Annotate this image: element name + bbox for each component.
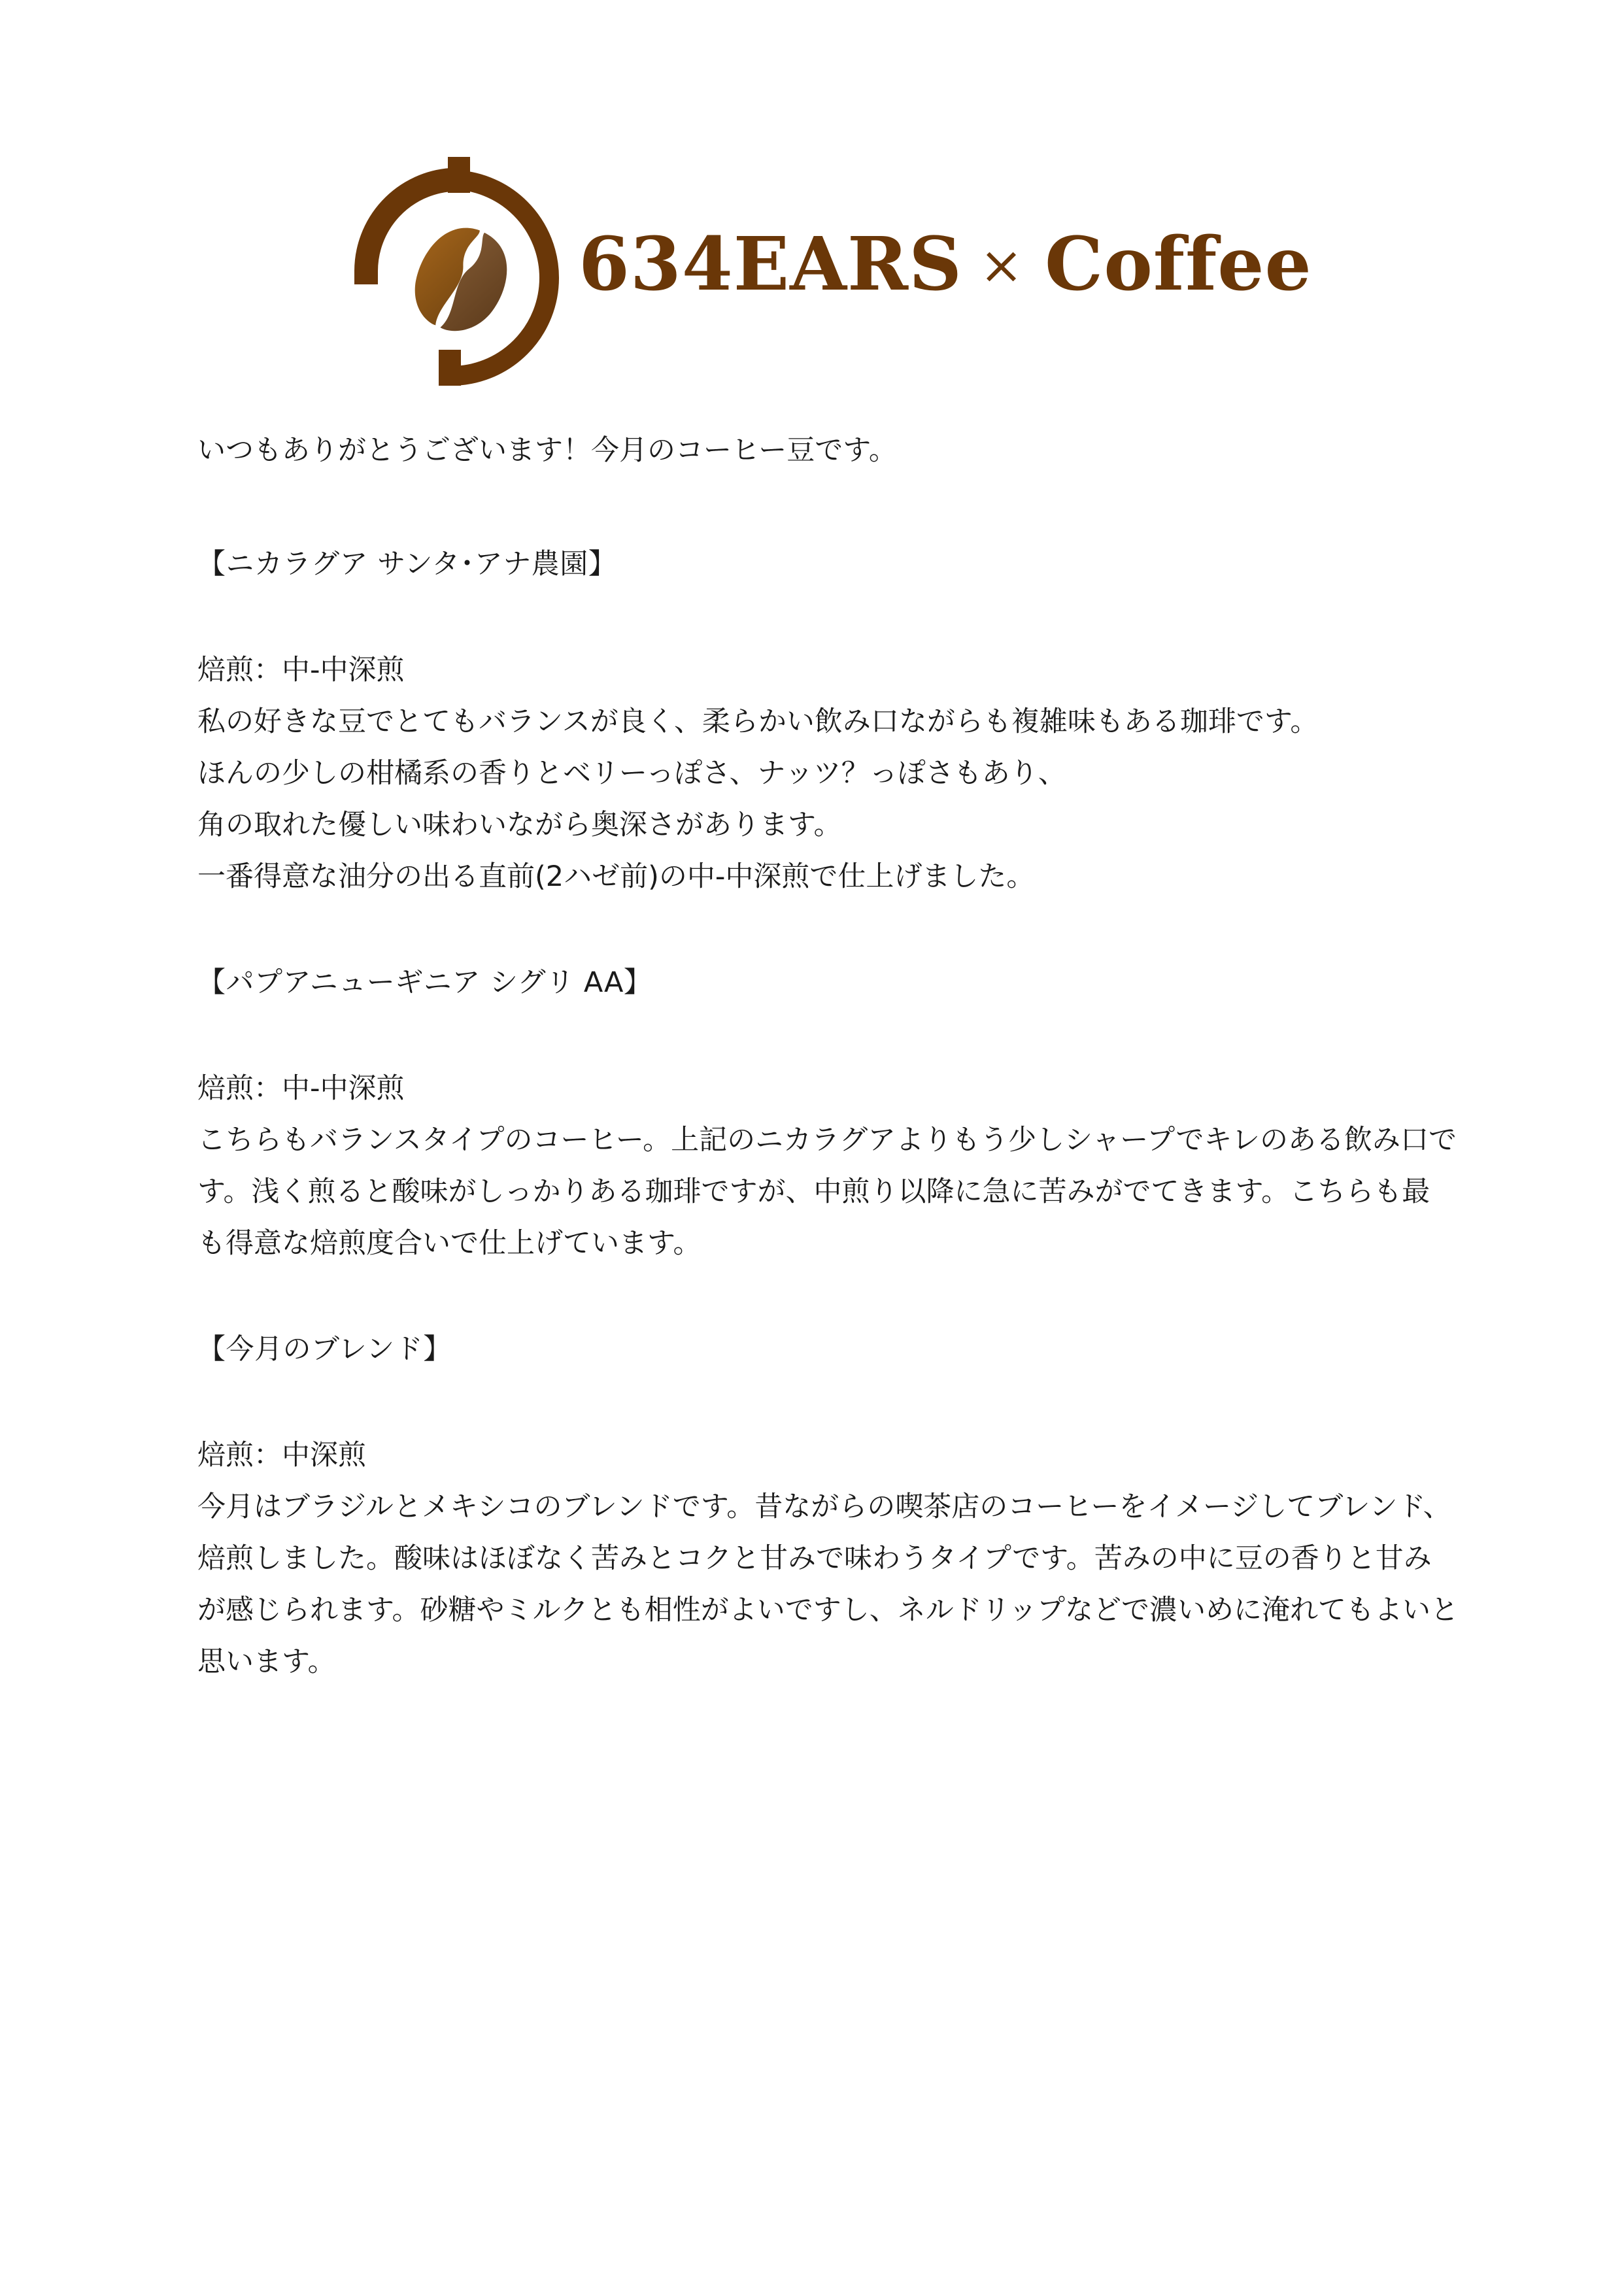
section-title-monthly-blend: 【今月のブレンド】 <box>197 1333 452 1366</box>
logo-product: Coffee <box>1045 222 1312 307</box>
description-line: 私の好きな豆でとてもバランスが良く、柔らかい飲み口ながらも複雑味もある珈琲です。 <box>197 705 1319 738</box>
description-line: が感じられます。砂糖やミルクとも相性がよいですし、ネルドリップなどで濃いめに淹れてもよいと <box>197 1594 1459 1627</box>
description-line: も得意な焙煎度合いで仕上げています。 <box>197 1227 702 1260</box>
description-line: ほんの少しの柑橘系の香りとベリーっぽさ、ナッツ？っぽさもあり、 <box>197 757 1066 790</box>
document-body <box>197 425 1459 1688</box>
logo-brand: 634EARS <box>579 222 963 307</box>
description-line: 思います。 <box>197 1645 336 1678</box>
section-title-papua-new-guinea: 【パプアニューギニア シグリ AA】 <box>197 966 652 999</box>
section-title-nicaragua: 【ニカラグア サンタ･アナ農園】 <box>197 548 617 581</box>
description-line: 角の取れた優しい味わいながら奥深さがあります。 <box>197 809 842 841</box>
logo-separator: × <box>979 235 1024 295</box>
roast-level: 焙煎：中-中深煎 <box>197 654 405 686</box>
coffee-bean-ring-icon <box>353 154 569 389</box>
logo-wordmark <box>579 219 1312 311</box>
intro-text: いつもありがとうございます！今月のコーヒー豆です。 <box>197 434 897 467</box>
description-line: 焙煎しました。酸味はほぼなく苦みとコクと甘みで味わうタイプです。苦みの中に豆の香りと甘み <box>197 1542 1432 1575</box>
roast-level: 焙煎：中深煎 <box>197 1439 366 1472</box>
description-line: こちらもバランスタイプのコーヒー。上記のニカラグアよりもう少しシャープでキレのある飲み口で <box>197 1124 1457 1156</box>
description-line: 今月はブラジルとメキシコのブレンドです。昔ながらの喫茶店のコーヒーをイメージしてブレンド、 <box>197 1491 1451 1523</box>
roast-level: 焙煎：中-中深煎 <box>197 1072 405 1105</box>
description-line: す。浅く煎ると酸味がしっかりある珈琲ですが、中煎り以降に急に苦みがでてきます。こちらも最 <box>197 1175 1430 1208</box>
description-line: 一番得意な油分の出る直前(2ハゼ前)の中-中深煎で仕上げました。 <box>197 860 1035 893</box>
logo <box>353 154 1312 389</box>
